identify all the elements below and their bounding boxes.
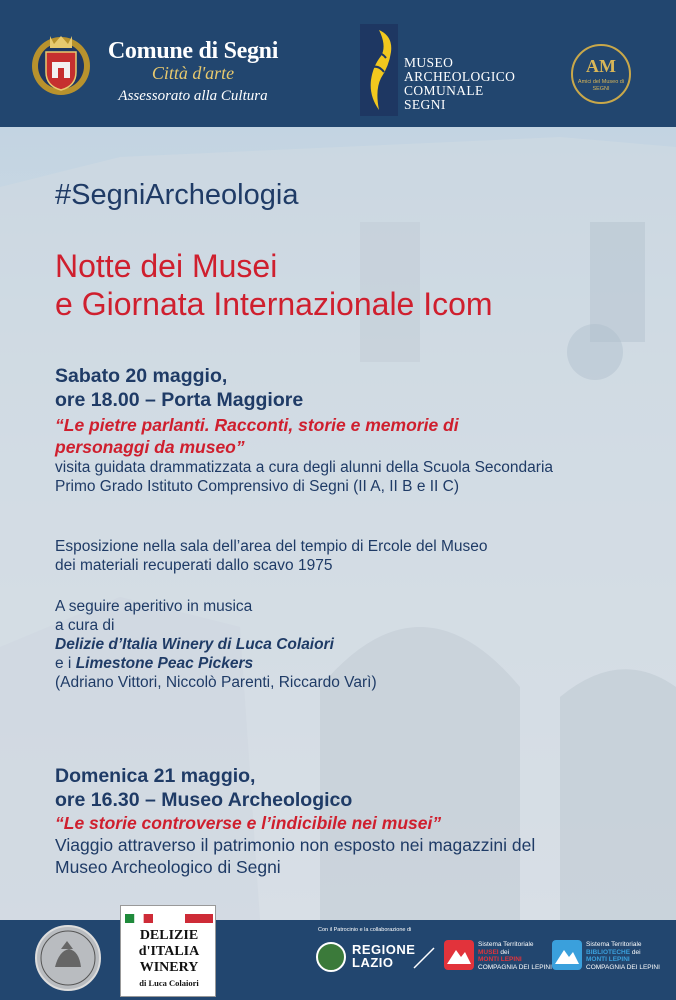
- regione-line-2: LAZIO: [352, 955, 394, 970]
- event-title: [55, 247, 493, 323]
- aperitivo-e: e i: [55, 655, 76, 672]
- sunday-time-place: ore 16.30 – Museo Archeologico: [55, 789, 353, 811]
- sunday-desc-line-2: Museo Archeologico di Segni: [55, 857, 281, 877]
- saturday-quote-line-1: “Le pietre parlanti. Racconti, storie e memorie di: [55, 415, 459, 435]
- biblio-compagnia: COMPAGNIA DEI LEPINI: [586, 963, 660, 971]
- delizie-italia-logo: [120, 905, 216, 997]
- biblio-monti: MONTI LEPINI: [586, 956, 630, 963]
- amici-logo-text: Amici del Museo di SEGNI: [577, 79, 625, 92]
- musei-monti: MONTI LEPINI: [478, 956, 522, 963]
- museo-line-3: COMUNALE: [404, 83, 484, 98]
- aperitivo-line-1: A seguire aperitivo in musica: [55, 598, 253, 615]
- delizie-line-1: DELIZIE: [139, 928, 199, 943]
- delizie-line-4: di Luca Colaiori: [139, 978, 199, 988]
- saturday-date: Sabato 20 maggio,: [55, 365, 228, 387]
- biblio-dei: dei: [631, 948, 641, 956]
- title-line-2: e Giornata Internazionale Icom: [55, 286, 493, 322]
- biblio-line-1: Sistema Territoriale: [586, 941, 642, 948]
- museo-line-1: MUSEO: [404, 55, 454, 70]
- saturday-desc-line-2: Primo Grado Istituto Comprensivo di Segni (II A, II B e II C): [55, 478, 460, 495]
- regione-arrow-icon: [412, 944, 436, 970]
- musei-dei: dei: [500, 948, 510, 956]
- amici-logo-mark: AM: [586, 56, 616, 76]
- musei-compagnia: COMPAGNIA DEI LEPINI: [478, 963, 552, 971]
- saturday-quote-line-2: personaggi da museo”: [55, 437, 245, 457]
- assessorato-label: Assessorato alla Cultura: [118, 88, 268, 104]
- seal-icon: [35, 925, 101, 991]
- musei-word: MUSEI: [478, 948, 499, 956]
- aperitivo-line-4: [55, 654, 377, 673]
- delizie-line-3: WINERY: [139, 960, 199, 975]
- comune-subtitle: Città d'arte: [151, 63, 235, 83]
- aperitivo-winery: Delizie d’Italia Winery di Luca Colaiori: [55, 636, 334, 653]
- expo-line-1: Esposizione nella sala dell’area del tempio di Ercole del Museo: [55, 538, 488, 555]
- red-flag-icon: [185, 914, 213, 923]
- museo-label: [404, 56, 515, 112]
- sunday-desc-line-1: Viaggio attraverso il patrimonio non esposto nei magazzini del: [55, 835, 536, 855]
- sunday-section: [55, 764, 535, 878]
- header-banner: [0, 0, 676, 127]
- aperitivo-line-2: a cura di: [55, 617, 115, 634]
- sistema-musei-logo: [444, 940, 552, 976]
- sistema-biblioteche-text: [586, 941, 676, 971]
- delizie-line-2: d'ITALIA: [138, 944, 200, 959]
- sunday-date: Domenica 21 maggio,: [55, 765, 256, 787]
- regione-lazio-logo: [316, 940, 438, 974]
- saturday-desc-line-1: visita guidata drammatizzata a cura degli alunni della Scuola Secondaria: [55, 459, 554, 476]
- amici-del-museo-logo: [571, 44, 631, 104]
- expo-line-2: dei materiali recuperati dallo scavo 1975: [55, 557, 333, 574]
- saturday-time-place: ore 18.00 – Porta Maggiore: [55, 389, 304, 411]
- saturday-section: [55, 364, 553, 496]
- exhibition-section: [55, 537, 488, 575]
- aperitivo-section: [55, 597, 377, 692]
- comune-title: Comune di Segni: [107, 38, 279, 64]
- regione-text: [352, 943, 415, 969]
- footer-banner: [0, 920, 676, 1000]
- poster-content: [0, 127, 676, 920]
- regione-line-1: REGIONE: [352, 942, 416, 957]
- musei-line-1: Sistema Territoriale: [478, 941, 534, 948]
- sistema-biblioteche-logo: [552, 940, 672, 976]
- sunday-quote: “Le storie controverse e l’indicibile nei musei”: [55, 813, 442, 833]
- hashtag: #SegniArcheologia: [55, 179, 299, 211]
- musei-mountain-icon: [444, 940, 474, 970]
- title-line-1: Notte dei Musei: [55, 248, 278, 284]
- comune-logo: [98, 38, 288, 105]
- biblioteche-mountain-icon: [552, 940, 582, 970]
- comune-crest-icon: [30, 28, 92, 100]
- regione-emblem-icon: [316, 942, 346, 972]
- museo-emblem-icon: [360, 24, 398, 116]
- patrocinio-label: Con il Patrocinio e la collaborazione di: [318, 927, 412, 933]
- museo-line-2: ARCHEOLOGICO: [404, 69, 516, 84]
- biblio-word: BIBLIOTECHE: [586, 948, 631, 956]
- aperitivo-band: Limestone Peac Pickers: [75, 655, 254, 672]
- museo-line-4: SEGNI: [404, 97, 446, 112]
- italian-flag-icon: [125, 914, 153, 923]
- aperitivo-musicians: (Adriano Vittori, Niccolò Parenti, Riccardo Varì): [55, 674, 377, 691]
